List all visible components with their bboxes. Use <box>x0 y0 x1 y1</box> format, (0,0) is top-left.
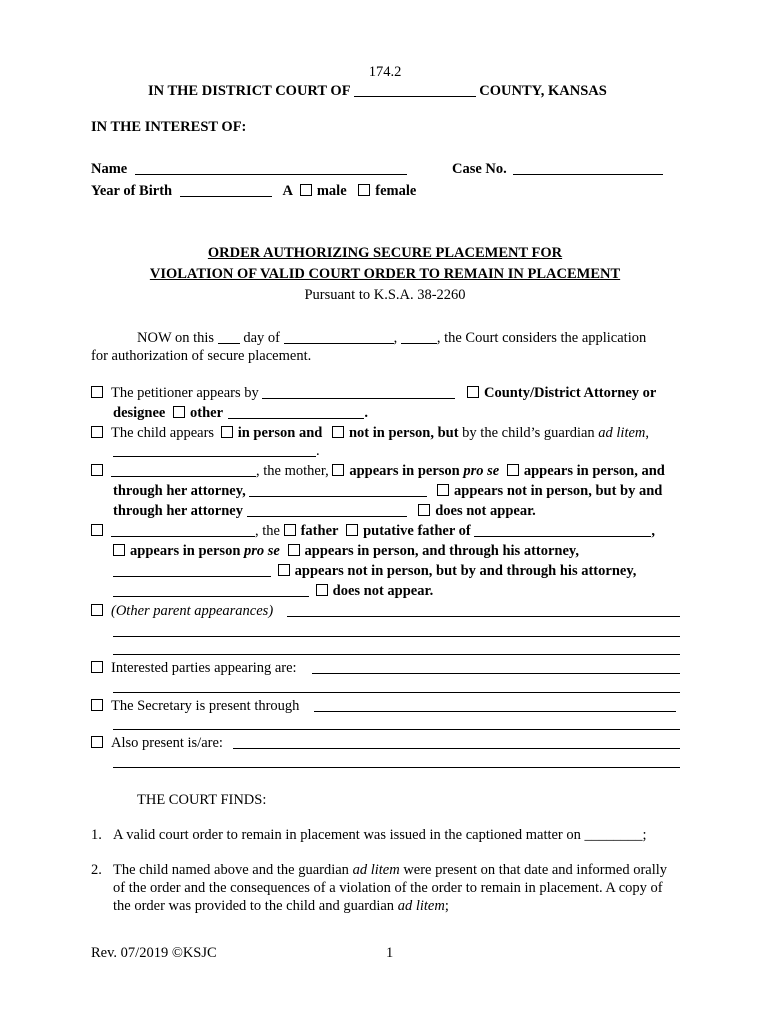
father-not-in-person-label: appears not in person, but by and through his attorney, <box>294 563 637 579</box>
father-type-checkbox[interactable] <box>284 524 296 536</box>
father-attorney-field[interactable] <box>113 563 271 577</box>
father-attorney-field-2[interactable] <box>113 583 309 597</box>
finding-2-line1-ital: ad litem <box>352 862 400 878</box>
mother-checkbox[interactable] <box>91 464 103 476</box>
also-present-checkbox[interactable] <box>91 736 103 748</box>
court-caption-suffix: COUNTY, KANSAS <box>479 83 607 99</box>
father-in-person-attorney-checkbox[interactable] <box>288 544 300 556</box>
a-label: A <box>282 183 293 199</box>
mother-not-in-person-checkbox[interactable] <box>437 484 449 496</box>
ad-litem-label: ad litem <box>598 425 646 441</box>
case-label: Case No. <box>452 161 507 177</box>
month-field[interactable] <box>284 330 394 344</box>
father-pro-se-label: pro se <box>244 543 280 559</box>
putative-father-label: putative father of <box>363 523 471 539</box>
title-line1: ORDER AUTHORIZING SECURE PLACEMENT FOR <box>207 245 563 261</box>
finding-2-line3-ital: ad litem <box>397 898 445 914</box>
secretary-label: The Secretary is present through <box>111 698 300 714</box>
child-appears-checkbox[interactable] <box>91 426 103 438</box>
secretary-line <box>91 697 299 715</box>
female-checkbox[interactable] <box>358 184 370 196</box>
also-present-field-2[interactable] <box>113 767 680 768</box>
the-mother-label: , the mother, <box>256 463 329 479</box>
other-parent-checkbox[interactable] <box>91 604 103 616</box>
father-label: father <box>300 523 339 539</box>
petitioner-line <box>91 384 656 402</box>
secretary-field-2[interactable] <box>113 729 680 730</box>
page-number: 1 <box>386 945 394 961</box>
father-line4 <box>113 582 433 600</box>
finding-2-line2: of the order and the consequences of a violation of the order to remain in placement. A copy of <box>113 880 663 896</box>
finding-2-line3-pre: the order was provided to the child and guardian <box>113 898 395 914</box>
also-present-field[interactable] <box>233 748 680 749</box>
by-childs-gal-label: by the child’s guardian <box>462 425 595 441</box>
mother-not-in-person-label: appears not in person, but by and <box>454 483 663 499</box>
finding-1-number: 1. <box>91 827 102 843</box>
male-label: male <box>316 183 347 199</box>
designee-line <box>113 404 368 422</box>
pursuant-line: Pursuant to K.S.A. 38-2260 <box>304 287 466 303</box>
petitioner-checkbox[interactable] <box>91 386 103 398</box>
child-in-person-checkbox[interactable] <box>221 426 233 438</box>
county-field[interactable] <box>354 83 476 97</box>
intro-comma: , <box>393 330 398 346</box>
mother-attorney-field-2[interactable] <box>247 503 407 517</box>
mother-through-her-attorney-label: through her attorney <box>113 503 243 519</box>
father-name-field[interactable] <box>111 523 255 537</box>
child-comma: , <box>645 425 650 441</box>
interested-parties-field[interactable] <box>312 673 680 674</box>
father-not-in-person-checkbox[interactable] <box>278 564 290 576</box>
interested-parties-line <box>91 659 297 677</box>
court-finds-heading: THE COURT FINDS: <box>137 792 267 808</box>
other-field[interactable] <box>228 405 364 419</box>
child-not-in-person-checkbox[interactable] <box>332 426 344 438</box>
putative-father-checkbox[interactable] <box>346 524 358 536</box>
male-checkbox[interactable] <box>300 184 312 196</box>
finding-2-line3 <box>113 897 449 915</box>
intro-now: NOW on this <box>137 330 215 346</box>
finding-1-text: A valid court order to remain in placement was issued in the captioned matter on ________; <box>113 827 647 843</box>
female-label: female <box>375 183 417 199</box>
mother-appears-in-person-and-label: appears in person, and <box>523 463 665 479</box>
year-field[interactable] <box>401 330 437 344</box>
other-checkbox[interactable] <box>173 406 185 418</box>
mother-pro-se-label: pro se <box>463 463 500 479</box>
other-parent-field-3[interactable] <box>113 654 680 655</box>
child-appears-line <box>91 424 649 442</box>
also-present-label: Also present is/are: <box>111 735 223 751</box>
mother-does-not-appear-label: does not appear. <box>435 503 536 519</box>
father-checkbox[interactable] <box>91 524 103 536</box>
name-row <box>91 160 407 178</box>
gal-name-field[interactable] <box>113 443 316 457</box>
in-person-and-label: in person and <box>237 425 323 441</box>
court-caption-prefix: IN THE DISTRICT COURT OF <box>148 83 351 99</box>
secretary-field[interactable] <box>314 711 676 712</box>
county-attorney-label: County/District Attorney or <box>484 385 657 401</box>
gal-period: . <box>316 443 320 459</box>
designee-label: designee <box>113 405 166 421</box>
father-line3 <box>113 562 636 580</box>
finding-2-number: 2. <box>91 862 102 878</box>
father-pro-se-checkbox[interactable] <box>113 544 125 556</box>
father-line1 <box>91 522 655 540</box>
interest-of-label: IN THE INTEREST OF: <box>91 119 247 135</box>
not-in-person-but-label: not in person, but <box>348 425 459 441</box>
designee-period: . <box>364 405 368 421</box>
petitioner-field[interactable] <box>262 385 455 399</box>
yob-row <box>91 182 416 200</box>
intro-day-of: day of <box>243 330 280 346</box>
other-parent-field[interactable] <box>287 616 680 617</box>
revision-footer: Rev. 07/2019 ©KSJC <box>91 945 217 961</box>
interested-parties-field-2[interactable] <box>113 692 680 693</box>
father-line2 <box>113 542 579 560</box>
father-appears-in-person-label: appears in person <box>130 543 241 559</box>
secretary-checkbox[interactable] <box>91 699 103 711</box>
mother-line2 <box>113 482 662 500</box>
title-line2: VIOLATION OF VALID COURT ORDER TO REMAIN IN PLACEMENT <box>149 266 621 282</box>
intro-line1 <box>137 329 646 347</box>
day-field[interactable] <box>218 330 240 344</box>
court-caption <box>148 82 607 100</box>
father-does-not-appear-checkbox[interactable] <box>316 584 328 596</box>
intro-line2: for authorization of secure placement. <box>91 348 312 364</box>
other-label: other <box>189 405 223 421</box>
mother-line3 <box>113 502 536 520</box>
mother-attorney-field[interactable] <box>249 483 427 497</box>
name-field[interactable] <box>135 161 407 175</box>
gal-line <box>113 442 320 460</box>
case-row <box>452 160 663 178</box>
intro-considers: , the Court considers the application <box>436 330 647 346</box>
interested-parties-label: Interested parties appearing are: <box>111 660 297 676</box>
mother-line1 <box>91 462 665 480</box>
other-parent-field-2[interactable] <box>113 636 680 637</box>
mother-in-person-attorney-checkbox[interactable] <box>507 464 519 476</box>
form-number: 174.2 <box>368 64 402 80</box>
also-present-line <box>91 734 223 752</box>
father-in-person-attorney-label: appears in person, and through his attorney, <box>304 543 579 559</box>
finding-2-line1-pre: The child named above and the guardian <box>113 862 349 878</box>
finding-2-line3-post: ; <box>444 898 449 914</box>
other-parent-line <box>91 602 273 620</box>
child-appears-label: The child appears <box>111 425 215 441</box>
petitioner-label: The petitioner appears by <box>111 385 259 401</box>
interested-parties-checkbox[interactable] <box>91 661 103 673</box>
finding-2-line1-post: were present on that date and informed orally <box>403 862 668 878</box>
putative-father-of-field[interactable] <box>474 523 651 537</box>
name-label: Name <box>91 161 128 177</box>
father-comma: , <box>651 523 655 539</box>
mother-name-field[interactable] <box>111 463 256 477</box>
other-parent-label: (Other parent appearances) <box>111 603 274 619</box>
yob-field[interactable] <box>180 183 272 197</box>
father-does-not-appear-label: does not appear. <box>332 583 434 599</box>
yob-label: Year of Birth <box>91 183 173 199</box>
finding-2-line1 <box>113 861 667 879</box>
mother-pro-se-checkbox[interactable] <box>332 464 344 476</box>
the-label: , the <box>255 523 280 539</box>
county-attorney-checkbox[interactable] <box>467 386 479 398</box>
case-number-field[interactable] <box>513 161 663 175</box>
mother-appears-in-person-label: appears in person <box>349 463 460 479</box>
mother-through-attorney-label: through her attorney, <box>113 483 246 499</box>
mother-does-not-appear-checkbox[interactable] <box>418 504 430 516</box>
